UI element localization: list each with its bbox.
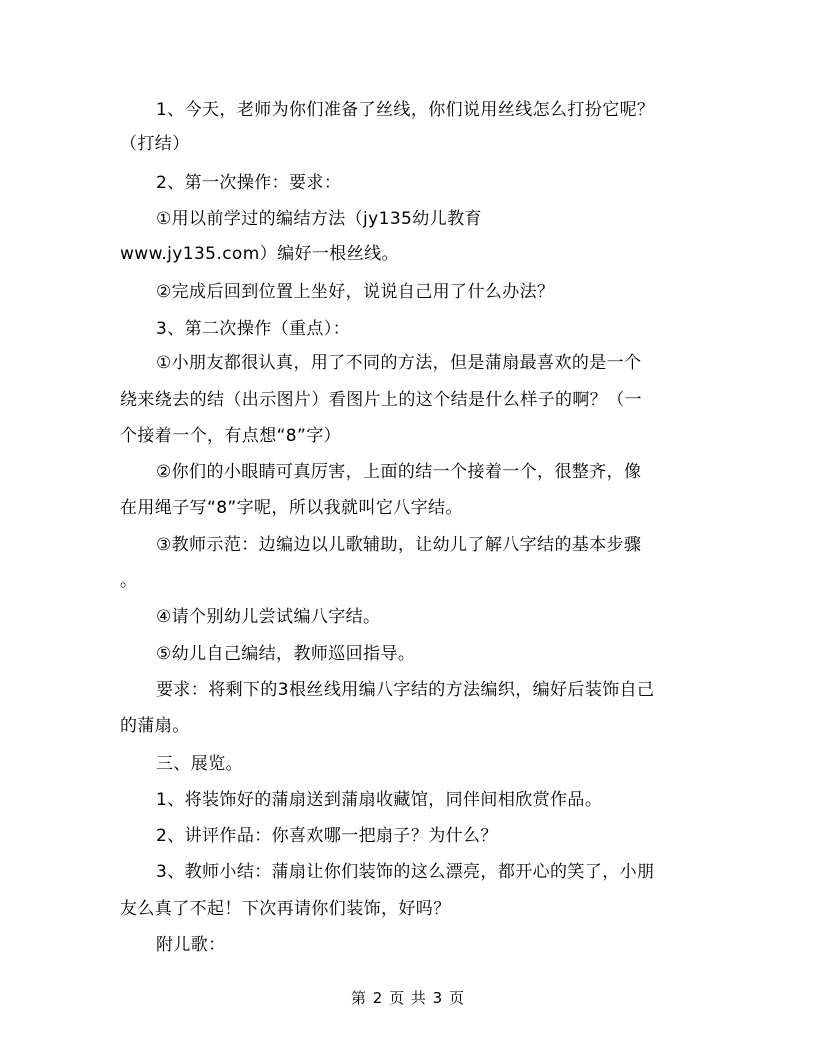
- paragraph-line: 2、讲评作品：你喜欢哪一把扇子？为什么？: [156, 826, 498, 846]
- paragraph-line: 附儿歌：: [156, 935, 226, 955]
- paragraph-line: ②你们的小眼睛可真厉害，上面的结一个接着一个，很整齐，像: [156, 462, 642, 482]
- paragraph-line: 3、教师小结：蒲扇让你们装饰的这么漂亮，都开心的笑了，小朋: [156, 862, 655, 882]
- paragraph-line: ①用以前学过的编结方法（jy135幼儿教育: [156, 209, 482, 229]
- paragraph-line: ④请个别幼儿尝试编八字结。: [156, 607, 381, 627]
- paragraph-line: ⑤幼儿自己编结，教师巡回指导。: [156, 644, 416, 664]
- paragraph-line: 。: [120, 571, 138, 591]
- paragraph-line: （打结）: [120, 134, 190, 154]
- page-number-footer: 第 2 页 共 3 页: [351, 989, 465, 1007]
- paragraph-line: 的蒲扇。: [120, 716, 190, 736]
- section-heading: 三、展览。: [156, 754, 243, 774]
- paragraph-line: www.jy135.com）编好一根丝线。: [120, 244, 399, 264]
- paragraph-line: 友么真了不起！下次再请你们装饰，好吗？: [120, 899, 451, 919]
- paragraph-line: 2、第一次操作：要求：: [156, 173, 342, 193]
- paragraph-line: ③教师示范：边编边以儿歌辅助，让幼儿了解八字结的基本步骤: [156, 535, 642, 555]
- paragraph-line: ①小朋友都很认真，用了不同的方法，但是蒲扇最喜欢的是一个: [156, 353, 642, 373]
- paragraph-line: 在用绳子写“8”字呢，所以我就叫它八字结。: [120, 498, 463, 518]
- paragraph-line: 3、第二次操作（重点）：: [156, 319, 351, 339]
- paragraph-line: 1、今天，老师为你们准备了丝线，你们说用丝线怎么打扮它呢？: [156, 100, 655, 120]
- paragraph-line: 1、将装饰好的蒲扇送到蒲扇收藏馆，同伴间相欣赏作品。: [156, 790, 603, 810]
- paragraph-line: 绕来绕去的结（出示图片）看图片上的这个结是什么样子的啊？（一: [120, 390, 642, 410]
- paragraph-line: ②完成后回到位置上坐好，说说自己用了什么办法？: [156, 282, 555, 302]
- paragraph-line: 要求：将剩下的3根丝线用编八字结的方法编织，编好后装饰自己: [156, 680, 655, 700]
- paragraph-line: 个接着一个，有点想“8”字）: [120, 426, 342, 446]
